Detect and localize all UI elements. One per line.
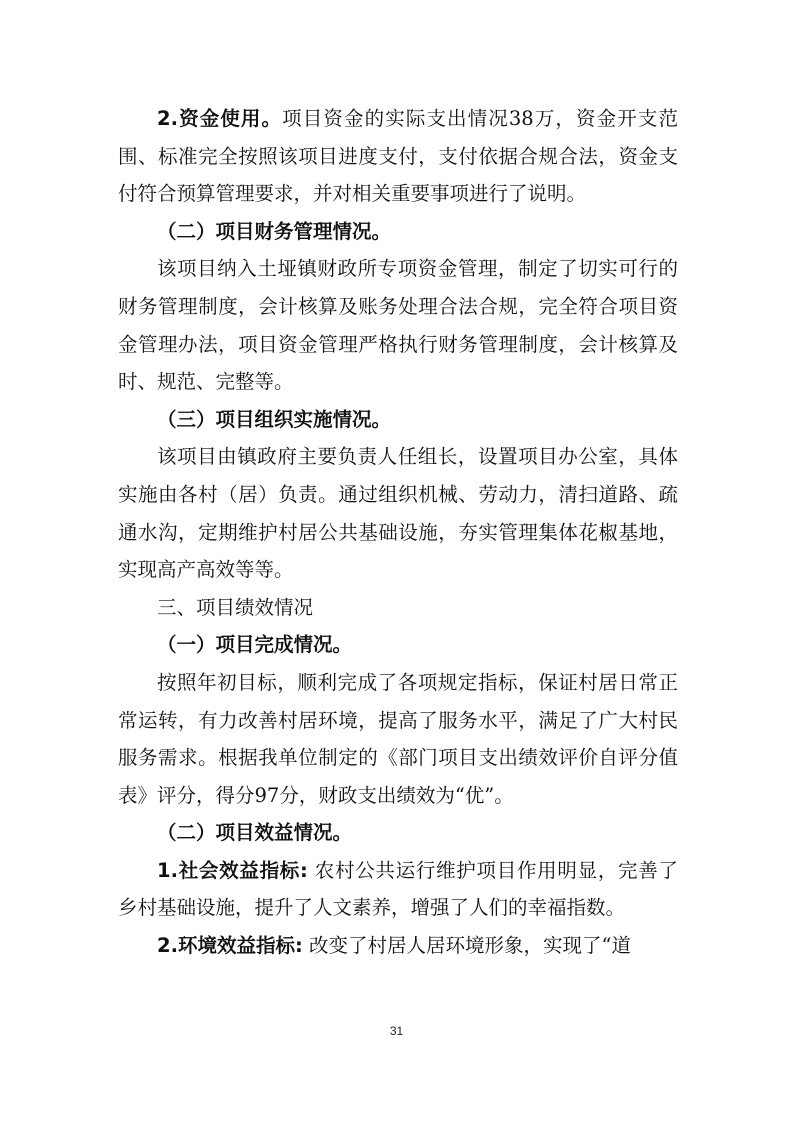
document-body: [118, 100, 678, 965]
social-benefit-text: 农村公共运行维护项目作用明显，完善了乡村基础设施，提升了人文素养，增强了人们的幸福指数。: [118, 858, 678, 920]
heading-organization: （三）项目组织实施情况。: [157, 407, 392, 431]
fund-usage-lead: 2.资金使用。: [157, 107, 283, 130]
paragraph-environment-benefit: [118, 927, 678, 965]
paragraph-finance-management: 该项目纳入土垭镇财政所专项资金管理，制定了切实可行的财务管理制度，会计核算及账务处理合法合规，完全符合项目资金管理办法，项目资金管理严格执行财务管理制度，会计核算及时、规范、完整等。: [118, 257, 678, 394]
social-benefit-lead: 1.社会效益指标:: [157, 858, 308, 882]
environment-benefit-text: 改变了村居人居环境形象，实现了“道: [302, 934, 631, 958]
paragraph-social-benefit: [118, 852, 678, 927]
fund-usage-text: 项目资金的实际支出情况38万，资金开支范围、标准完全按照该项目进度支付，支付依据合规合法，资金支付符合预算管理要求，并对相关重要事项进行了说明。: [118, 107, 678, 206]
heading-completion: （一）项目完成情况。: [157, 633, 353, 657]
heading-finance-management: （二）项目财务管理情况。: [157, 219, 392, 243]
heading-benefit: （二）项目效益情况。: [157, 821, 353, 845]
environment-benefit-lead: 2.环境效益指标:: [157, 934, 303, 958]
paragraph-completion: 按照年初目标，顺利完成了各项规定指标，保证村居日常正常运转，有力改善村居环境，提高了服务水平，满足了广大村民服务需求。根据我单位制定的《部门项目支出绩效评价自评分值表》评分，得分97分，财政支出绩效为“优”。: [118, 670, 678, 807]
paragraph-fund-usage: [118, 100, 678, 213]
heading-section-3: 三、项目绩效情况: [157, 595, 314, 619]
paragraph-organization: 该项目由镇政府主要负责人任组长，设置项目办公室，具体实施由各村（居）负责。通过组织机械、劳动力，清扫道路、疏通水沟，定期维护村居公共基础设施，夯实管理集体花椒基地，实现高产高效等等。: [118, 445, 678, 582]
page-number: 31: [389, 1024, 404, 1038]
